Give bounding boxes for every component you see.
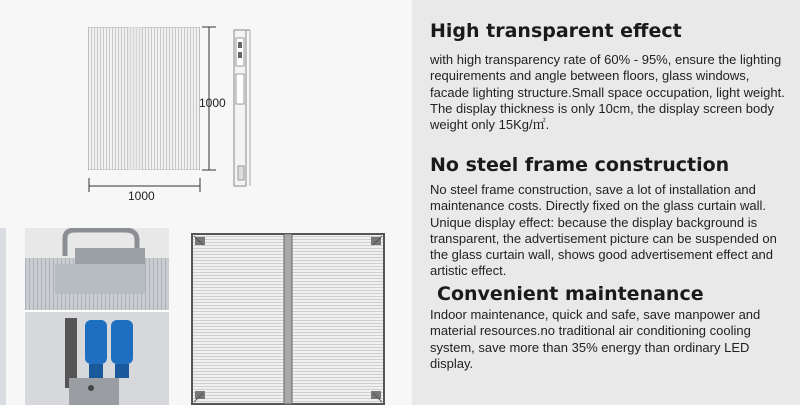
- edge-strip: [0, 228, 10, 405]
- section-heading-maintenance: Convenient maintenance: [437, 283, 704, 305]
- maintenance-photo: [25, 228, 169, 405]
- section-body-transparent: with high transparency rate of 60% - 95%, ensure the lighting requirements and angle between floors, glass windows, facade lighting structure.Small space occupation, light weight. The display thickness is only 10cm, the display screen body weight only 15Kg/㎡.: [430, 52, 785, 133]
- panel-side-view: [230, 28, 254, 188]
- height-dimension-label: 1000: [199, 96, 226, 110]
- section-heading-transparent: High transparent effect: [430, 20, 682, 42]
- panel-front-view: [88, 27, 200, 170]
- section-body-maintenance: Indoor maintenance, quick and safe, save manpower and material resources.no traditional air conditioning cooling system, save more than 35% energy than ordinary LED display.: [430, 307, 761, 371]
- width-dimension-label: 1000: [128, 189, 155, 203]
- panel-back-view: [191, 233, 385, 405]
- section-heading-no-steel-frame: No steel frame construction: [430, 154, 730, 176]
- section-body-no-steel-frame: No steel frame construction, save a lot of installation and maintenance costs. Directly fixed on the glass curtain wall. Unique display effect: because the display background is transparent, the advertisement picture can be suspended on the glass curtain wall, shows good advertisement effect and artistic effect.: [430, 182, 777, 279]
